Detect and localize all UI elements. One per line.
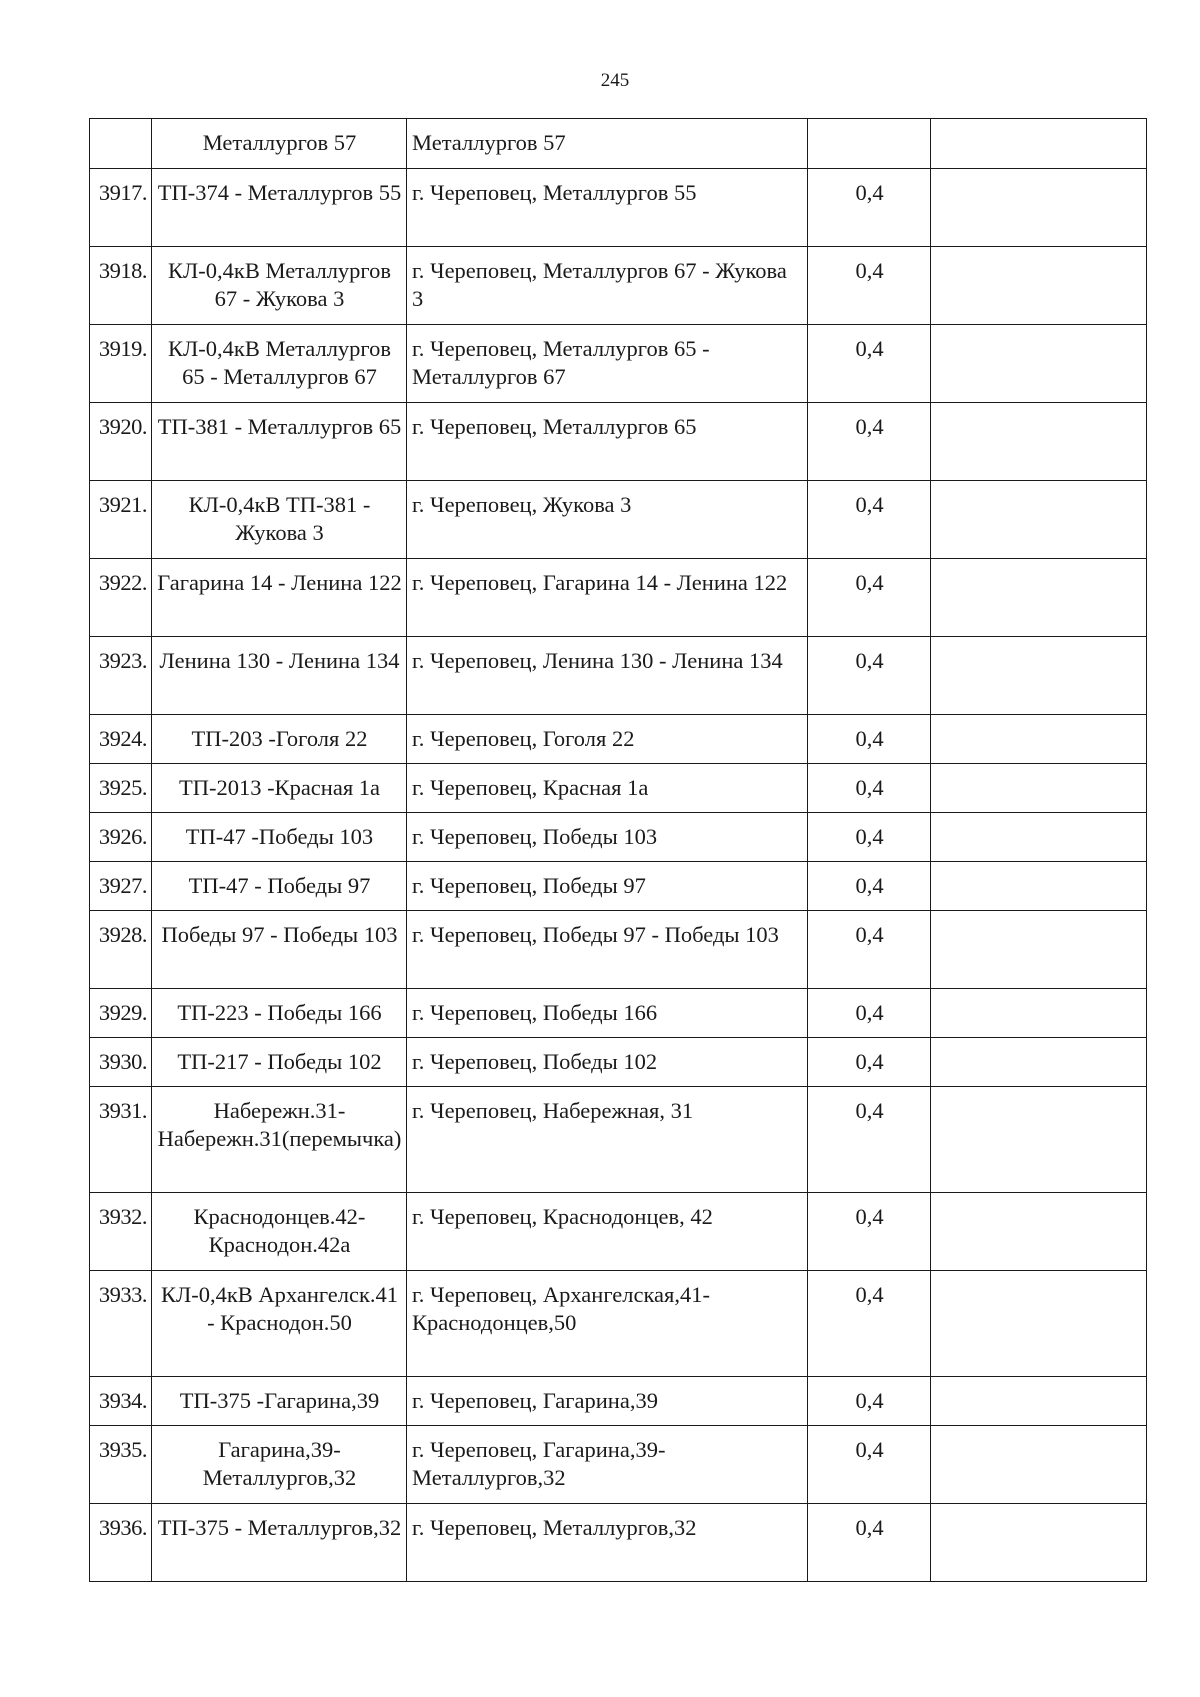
voltage-value: 0,4	[808, 1504, 931, 1582]
table-row	[90, 1377, 1147, 1426]
object-address: г. Череповец, Металлургов 65	[407, 403, 808, 481]
registry-table	[89, 118, 1147, 1582]
row-number: 3928.	[90, 911, 152, 989]
object-address: Металлургов 57	[407, 119, 808, 169]
row-number: 3925.	[90, 764, 152, 813]
row-number: 3932.	[90, 1193, 152, 1271]
row-number: 3926.	[90, 813, 152, 862]
empty-cell	[931, 637, 1147, 715]
voltage-value: 0,4	[808, 813, 931, 862]
object-address: г. Череповец, Победы 102	[407, 1038, 808, 1087]
table-row	[90, 1504, 1147, 1582]
voltage-value: 0,4	[808, 1271, 931, 1377]
row-number: 3924.	[90, 715, 152, 764]
empty-cell	[931, 325, 1147, 403]
row-number: 3919.	[90, 325, 152, 403]
object-name: ТП-381 - Металлургов 65	[152, 403, 407, 481]
table-row	[90, 481, 1147, 559]
table-row	[90, 119, 1147, 169]
object-address: г. Череповец, Металлургов,32	[407, 1504, 808, 1582]
voltage-value: 0,4	[808, 911, 931, 989]
object-address: г. Череповец, Гагарина 14 - Ленина 122	[407, 559, 808, 637]
voltage-value: 0,4	[808, 1193, 931, 1271]
voltage-value: 0,4	[808, 637, 931, 715]
empty-cell	[931, 764, 1147, 813]
object-name: ТП-47 - Победы 97	[152, 862, 407, 911]
row-number: 3921.	[90, 481, 152, 559]
table-row	[90, 403, 1147, 481]
row-number: 3920.	[90, 403, 152, 481]
empty-cell	[931, 813, 1147, 862]
table-row	[90, 247, 1147, 325]
empty-cell	[931, 169, 1147, 247]
empty-cell	[931, 1193, 1147, 1271]
row-number: 3933.	[90, 1271, 152, 1377]
table-row	[90, 862, 1147, 911]
row-number: 3936.	[90, 1504, 152, 1582]
empty-cell	[931, 1377, 1147, 1426]
object-address: г. Череповец, Победы 103	[407, 813, 808, 862]
object-name: Краснодонцев.42-Краснодон.42а	[152, 1193, 407, 1271]
row-number: 3918.	[90, 247, 152, 325]
empty-cell	[931, 247, 1147, 325]
object-address: г. Череповец, Жукова 3	[407, 481, 808, 559]
row-number: 3935.	[90, 1426, 152, 1504]
object-name: КЛ-0,4кВ Архангелск.41 - Краснодон.50	[152, 1271, 407, 1377]
object-address: г. Череповец, Архангелская,41-Краснодонцев,50	[407, 1271, 808, 1377]
object-name: КЛ-0,4кВ Металлургов 67 - Жукова 3	[152, 247, 407, 325]
empty-cell	[931, 989, 1147, 1038]
table-row	[90, 1087, 1147, 1193]
empty-cell	[931, 119, 1147, 169]
table-row	[90, 813, 1147, 862]
object-address: г. Череповец, Гоголя 22	[407, 715, 808, 764]
table-row	[90, 325, 1147, 403]
row-number: 3923.	[90, 637, 152, 715]
empty-cell	[931, 1271, 1147, 1377]
empty-cell	[931, 1504, 1147, 1582]
object-address: г. Череповец, Красная 1а	[407, 764, 808, 813]
voltage-value: 0,4	[808, 1426, 931, 1504]
object-address: г. Череповец, Гагарина,39	[407, 1377, 808, 1426]
object-name: ТП-374 - Металлургов 55	[152, 169, 407, 247]
empty-cell	[931, 862, 1147, 911]
empty-cell	[931, 481, 1147, 559]
object-name: КЛ-0,4кВ ТП-381 - Жукова 3	[152, 481, 407, 559]
voltage-value: 0,4	[808, 989, 931, 1038]
object-name: Набережн.31-Набережн.31(перемычка)	[152, 1087, 407, 1193]
table-row	[90, 637, 1147, 715]
voltage-value: 0,4	[808, 1377, 931, 1426]
object-name: Гагарина,39-Металлургов,32	[152, 1426, 407, 1504]
table-row	[90, 1193, 1147, 1271]
row-number: 3927.	[90, 862, 152, 911]
object-name: ТП-375 -Гагарина,39	[152, 1377, 407, 1426]
object-address: г. Череповец, Металлургов 67 - Жукова 3	[407, 247, 808, 325]
object-name: Гагарина 14 - Ленина 122	[152, 559, 407, 637]
table-row	[90, 1038, 1147, 1087]
voltage-value: 0,4	[808, 325, 931, 403]
object-name: ТП-223 - Победы 166	[152, 989, 407, 1038]
row-number: 3922.	[90, 559, 152, 637]
voltage-value: 0,4	[808, 715, 931, 764]
table-row	[90, 764, 1147, 813]
row-number: 3930.	[90, 1038, 152, 1087]
voltage-value: 0,4	[808, 559, 931, 637]
voltage-value: 0,4	[808, 481, 931, 559]
table-row	[90, 169, 1147, 247]
object-address: г. Череповец, Победы 97 - Победы 103	[407, 911, 808, 989]
object-address: г. Череповец, Победы 97	[407, 862, 808, 911]
empty-cell	[931, 1426, 1147, 1504]
object-name: ТП-217 - Победы 102	[152, 1038, 407, 1087]
voltage-value: 0,4	[808, 862, 931, 911]
row-number: 3917.	[90, 169, 152, 247]
row-number: 3934.	[90, 1377, 152, 1426]
empty-cell	[931, 1038, 1147, 1087]
page-number: 245	[600, 70, 630, 91]
object-address: г. Череповец, Металлургов 65 - Металлургов 67	[407, 325, 808, 403]
object-name: Победы 97 - Победы 103	[152, 911, 407, 989]
voltage-value: 0,4	[808, 403, 931, 481]
empty-cell	[931, 715, 1147, 764]
table-row	[90, 715, 1147, 764]
voltage-value: 0,4	[808, 1087, 931, 1193]
empty-cell	[931, 559, 1147, 637]
object-address: г. Череповец, Краснодонцев, 42	[407, 1193, 808, 1271]
object-address: г. Череповец, Ленина 130 - Ленина 134	[407, 637, 808, 715]
object-name: ТП-2013 -Красная 1а	[152, 764, 407, 813]
empty-cell	[931, 1087, 1147, 1193]
table-row	[90, 1426, 1147, 1504]
table-row	[90, 911, 1147, 989]
empty-cell	[931, 403, 1147, 481]
object-address: г. Череповец, Победы 166	[407, 989, 808, 1038]
object-address: г. Череповец, Гагарина,39-Металлургов,32	[407, 1426, 808, 1504]
table-row	[90, 559, 1147, 637]
row-number	[90, 119, 152, 169]
object-address: г. Череповец, Металлургов 55	[407, 169, 808, 247]
object-address: г. Череповец, Набережная, 31	[407, 1087, 808, 1193]
voltage-value: 0,4	[808, 247, 931, 325]
table-row	[90, 1271, 1147, 1377]
table-row	[90, 989, 1147, 1038]
object-name: Металлургов 57	[152, 119, 407, 169]
voltage-value: 0,4	[808, 764, 931, 813]
object-name: ТП-203 -Гоголя 22	[152, 715, 407, 764]
object-name: КЛ-0,4кВ Металлургов 65 - Металлургов 67	[152, 325, 407, 403]
object-name: Ленина 130 - Ленина 134	[152, 637, 407, 715]
object-name: ТП-375 - Металлургов,32	[152, 1504, 407, 1582]
row-number: 3929.	[90, 989, 152, 1038]
voltage-value	[808, 119, 931, 169]
voltage-value: 0,4	[808, 169, 931, 247]
voltage-value: 0,4	[808, 1038, 931, 1087]
row-number: 3931.	[90, 1087, 152, 1193]
empty-cell	[931, 911, 1147, 989]
object-name: ТП-47 -Победы 103	[152, 813, 407, 862]
